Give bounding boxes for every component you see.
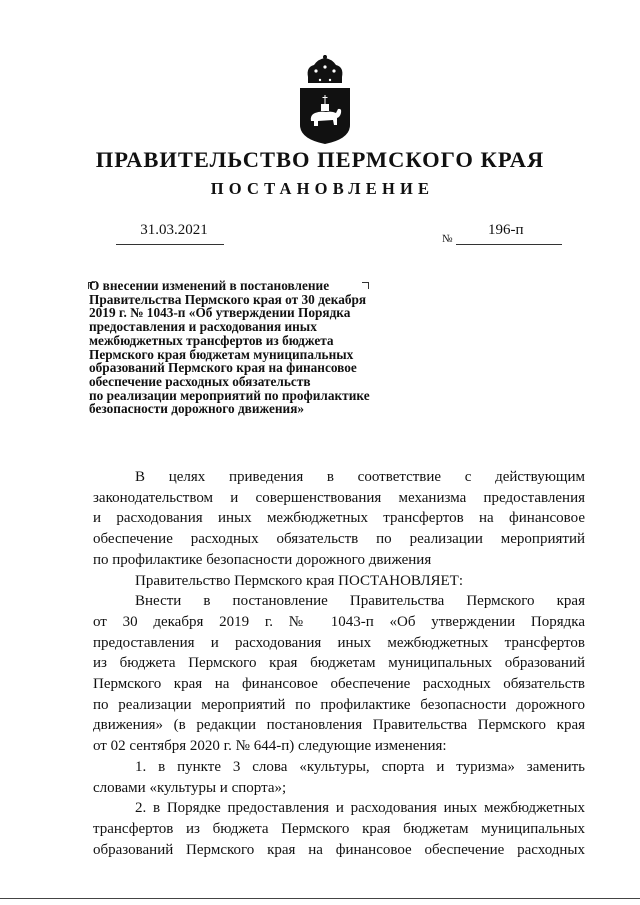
number-field bbox=[442, 222, 562, 246]
document-body bbox=[93, 467, 585, 860]
list-item: образований Пермского края на финансовое обеспечение расходных bbox=[93, 841, 585, 858]
subject-line: межбюджетных трансфертов из бюджета bbox=[89, 332, 334, 348]
body-line: по реализации мероприятий по профилактике безопасности дорожного bbox=[93, 696, 585, 713]
body-line: движения» (в редакции постановления Правительства Пермского края bbox=[93, 717, 585, 734]
body-line: обеспечение расходных обязательств по реализации мероприятий bbox=[93, 531, 585, 548]
scan-edge-line bbox=[0, 898, 640, 899]
document-subject bbox=[89, 279, 449, 416]
number-sign: № bbox=[442, 233, 453, 245]
document-number: 196-п bbox=[488, 222, 524, 238]
perm-krai-coat-of-arms-icon bbox=[296, 55, 354, 145]
list-item: 2. в Порядке предоставления и расходования иных межбюджетных bbox=[135, 800, 585, 817]
date-field bbox=[116, 222, 224, 246]
body-line: предоставления и расходования иных межбюджетных трансфертов bbox=[93, 634, 585, 651]
subject-line: Пермского края бюджетам муниципальных bbox=[89, 346, 354, 362]
subject-line: Правительства Пермского края от 30 декабря bbox=[89, 291, 367, 307]
body-line: законодательством и совершенствования механизма предоставления bbox=[93, 489, 585, 506]
body-line: Внести в постановление Правительства Пермского края bbox=[135, 593, 585, 610]
list-item: трансфертов из бюджета Пермского края бюджетам муниципальных bbox=[93, 820, 585, 837]
subject-line: по реализации мероприятий по профилактике bbox=[89, 387, 370, 403]
body-line: Пермского края на финансовое обеспечение расходных обязательств bbox=[93, 676, 585, 693]
subject-line: безопасности дорожного движения» bbox=[89, 401, 305, 417]
body-line: от 30 декабря 2019 г. № 1043-п «Об утверждении Порядка bbox=[93, 613, 585, 630]
list-item: словами «культуры и спорта»; bbox=[93, 779, 287, 796]
body-line: из бюджета Пермского края бюджетам муниципальных образований bbox=[93, 655, 585, 672]
body-line: и расходования иных межбюджетных трансфертов на финансовое bbox=[93, 510, 585, 527]
subject-line: О внесении изменений в постановление bbox=[89, 278, 330, 293]
document-type: ПОСТАНОВЛЕНИЕ bbox=[210, 179, 435, 198]
subject-line: предоставления и расходования иных bbox=[89, 319, 317, 335]
list-item: 1. в пункте 3 слова «культуры, спорта и туризма» заменить bbox=[135, 758, 585, 775]
number-underline bbox=[456, 244, 562, 245]
subject-line: обеспечение расходных обязательств bbox=[89, 373, 311, 389]
body-line: от 02 сентября 2020 г. № 644-п) следующие изменения: bbox=[93, 738, 447, 755]
decree-line: Правительство Пермского края ПОСТАНОВЛЯЕТ: bbox=[135, 572, 464, 589]
government-title: ПРАВИТЕЛЬСТВО ПЕРМСКОГО КРАЯ bbox=[95, 147, 545, 172]
subject-line: образований Пермского края на финансовое bbox=[89, 360, 357, 376]
date-underline bbox=[116, 244, 224, 245]
document-date: 31.03.2021 bbox=[140, 222, 208, 238]
body-line: В целях приведения в соответствие с действующим bbox=[135, 469, 585, 485]
subject-line: 2019 г. № 1043-п «Об утверждении Порядка bbox=[89, 305, 351, 321]
body-line: по профилактике безопасности дорожного движения bbox=[93, 551, 432, 568]
